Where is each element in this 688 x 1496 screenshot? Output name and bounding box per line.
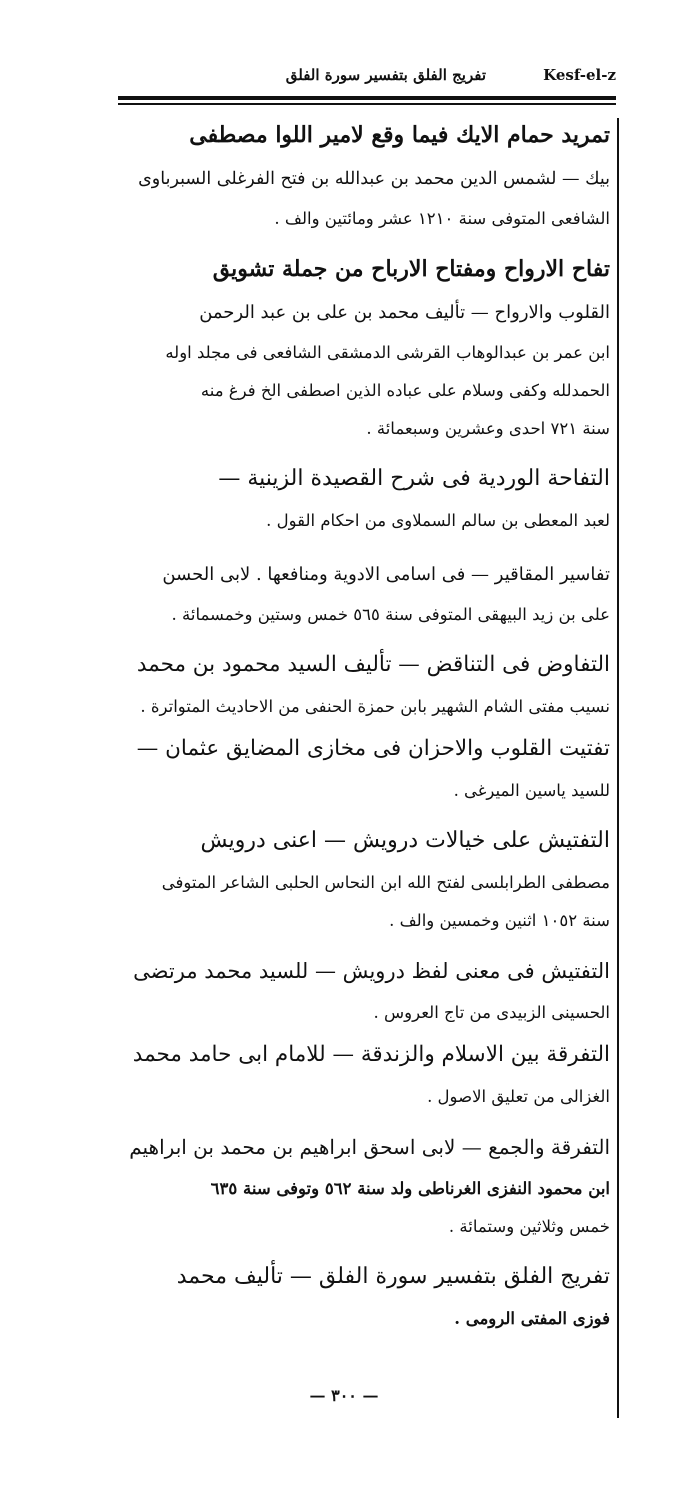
page-number: — ٣٠٠ — bbox=[309, 1386, 379, 1405]
entry-10 bbox=[128, 1124, 610, 1246]
entry-6 bbox=[128, 726, 610, 810]
entry-line: فوزى المفتى الرومى . bbox=[454, 1309, 610, 1328]
header-rule-thin bbox=[118, 103, 616, 105]
entry-line: الشافعى المتوفى سنة ١٢١٠ عشر ومائتين والف . bbox=[274, 209, 610, 228]
entry-line: بيك — لشمس الدين محمد بن عبدالله بن فتح الفرغلى السبرباوى bbox=[138, 169, 610, 189]
header-rule-thick bbox=[118, 96, 616, 100]
running-header bbox=[118, 66, 616, 90]
header-code: Kesf-el-z bbox=[543, 66, 616, 84]
entry-9 bbox=[128, 1032, 610, 1116]
entry-line: ابن محمود النفزى الغرناطى ولد سنة ٥٦٢ وتوفى سنة ٦٣٥ bbox=[210, 1179, 610, 1198]
entry-line: تفاسير المقاقير — فى اسامى الادوية ومنافعها . لابى الحسن bbox=[162, 564, 610, 585]
entry-line: تمريد حمام الايك فيما وقع لامير اللوا مصطفى bbox=[189, 122, 610, 148]
entry-7 bbox=[128, 818, 610, 940]
entry-line: التفاحة الوردية فى شرح القصيدة الزينية — bbox=[218, 466, 610, 491]
entry-line: التفرقة بين الاسلام والزندقة — للامام ابى حامد محمد bbox=[132, 1042, 610, 1067]
entry-4 bbox=[128, 554, 610, 634]
entry-line: نسيب مفتى الشام الشهير بابن حمزة الحنفى من الاحاديث المتواترة . bbox=[140, 697, 610, 716]
entry-line: مصطفى الطرابلسى لفتح الله ابن النحاس الحلبى الشاعر المتوفى bbox=[161, 873, 610, 892]
entry-line: تفاح الارواح ومفتاح الارباح من جملة تشويق bbox=[212, 256, 610, 282]
entry-line: سنة ١٠٥٢ اثنين وخمسين والف . bbox=[389, 911, 610, 930]
entry-line: تفريج الفلق بتفسير سورة الفلق — تأليف محمد bbox=[176, 1264, 610, 1289]
entry-line: على بن زيد البيهقى المتوفى سنة ٥٦٥ خمس وستين وخمسمائة . bbox=[171, 605, 610, 624]
entry-2 bbox=[128, 246, 610, 448]
entry-line: الحسينى الزبيدى من تاج العروس . bbox=[373, 1003, 610, 1022]
entry-line: التفتيش فى معنى لفظ درويش — للسيد محمد مرتضى bbox=[133, 959, 610, 983]
entry-3 bbox=[128, 456, 610, 540]
entry-11 bbox=[128, 1254, 610, 1338]
entry-line: سنة ٧٢١ احدى وعشرين وسبعمائة . bbox=[366, 419, 610, 438]
entry-line: التفاوض فى التناقض — تأليف السيد محمود بن محمد bbox=[136, 652, 610, 677]
entry-line: تفتيت القلوب والاحزان فى مخازى المضايق عثمان — bbox=[136, 736, 610, 761]
entry-line: للسيد ياسين الميرغى . bbox=[453, 781, 610, 800]
entry-line: الحمدلله وكفى وسلام على عباده الذين اصطفى الخ فرغ منه bbox=[200, 381, 610, 400]
entry-line: خمس وثلاثين وستمائة . bbox=[448, 1217, 610, 1236]
entry-line: الغزالى من تعليق الاصول . bbox=[427, 1087, 610, 1106]
entry-8 bbox=[128, 948, 610, 1032]
entry-line: لعبد المعطى بن سالم السملاوى من احكام القول . bbox=[266, 511, 610, 530]
header-title: تفريج الفلق بتفسير سورة الفلق bbox=[285, 66, 486, 84]
entry-5 bbox=[128, 642, 610, 726]
entry-line: التفتيش على خيالات درويش — اعنى درويش bbox=[200, 828, 610, 853]
entries-column bbox=[128, 112, 610, 1338]
entry-line: ابن عمر بن عبدالوهاب القرشى الدمشقى الشافعى فى مجلد اوله bbox=[165, 343, 610, 362]
entry-line: القلوب والارواح — تأليف محمد بن على بن عبد الرحمن bbox=[199, 302, 610, 323]
margin-rule bbox=[617, 118, 619, 1418]
entry-1 bbox=[128, 112, 610, 238]
entry-line: التفرقة والجمع — لابى اسحق ابراهيم بن محمد بن ابراهيم bbox=[129, 1135, 610, 1159]
